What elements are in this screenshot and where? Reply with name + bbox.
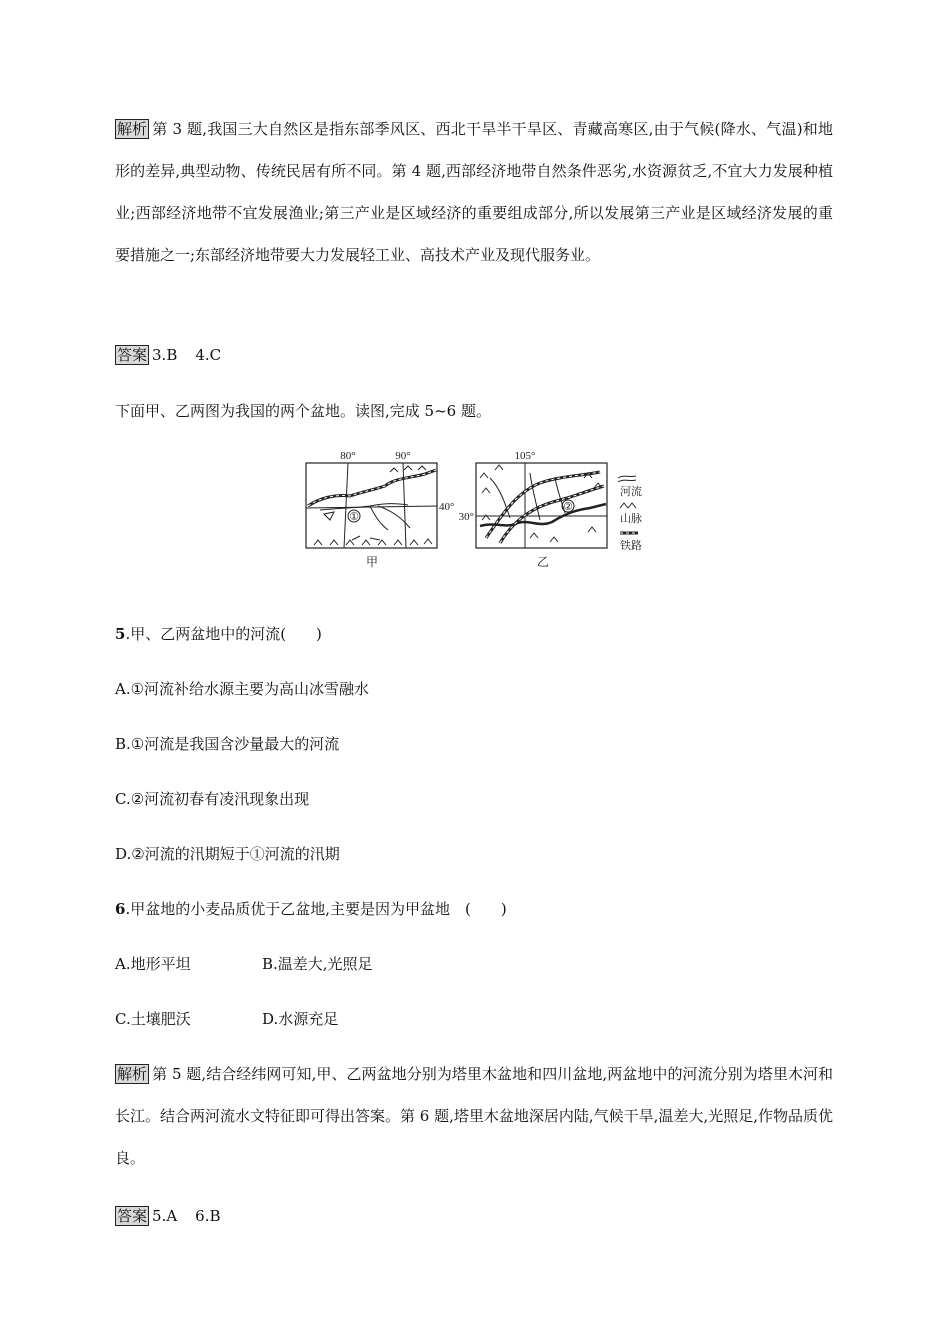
- q6-option-a: A.地形平坦: [115, 955, 191, 973]
- question-5-number: 5: [115, 625, 126, 643]
- q5-option-c: C.②河流初春有凌汛现象出现: [115, 790, 310, 808]
- question-6-text: .甲盆地的小麦品质优于乙盆地,主要是因为甲盆地 ( ): [125, 900, 507, 918]
- q6-options-row-1: [115, 954, 515, 974]
- answer-5-6: [115, 1206, 221, 1226]
- analysis-text: 第 3 题,我国三大自然区是指东部季风区、西北干旱半干旱区、青藏高寒区,由于气候(降水、气温)和地形的差异,典型动物、传统民居有所不同。第 4 题,西部经济地带自然条件恶劣,水资源贫乏,不宜大力发展种植业;西部经济地带不宜发展渔业;第三产业是区域经济的重要组成部分,所以发展第三产业是区域经济发展的重要措施之一;东部经济地带要大力发展轻工业、高技术产业及现代服务业。: [115, 120, 833, 264]
- answer-4: 4.C: [195, 346, 222, 364]
- lat-30: 30°: [458, 511, 474, 523]
- q6-option-c: C.土壤肥沃: [115, 1010, 191, 1028]
- answer-3-4: [115, 345, 221, 365]
- basin-maps-figure: [300, 448, 652, 574]
- question-intro: 下面甲、乙两图为我国的两个盆地。读图,完成 5~6 题。: [115, 402, 491, 420]
- caption-yi: 乙: [536, 555, 550, 569]
- river-legend-icon: [618, 476, 636, 482]
- q5-option-d: D.②河流的汛期短于①河流的汛期: [115, 845, 340, 863]
- lat-40: 40°: [439, 501, 455, 513]
- answer-tag-2: 答案: [117, 1207, 148, 1225]
- legend-mountain: 山脉: [620, 513, 642, 525]
- lon-90: 90°: [395, 450, 411, 462]
- map-yi: [459, 450, 607, 569]
- question-6-number: 6: [115, 900, 126, 918]
- q5-option-b: B.①河流是我国含沙量最大的河流: [115, 735, 340, 753]
- lon-80: 80°: [340, 450, 356, 462]
- q5-option-a: A.①河流补给水源主要为高山冰雪融水: [115, 680, 370, 698]
- answer-tag: 答案: [117, 346, 148, 364]
- q6-option-d: D.水源充足: [262, 1010, 339, 1028]
- legend-railway: 铁路: [620, 540, 642, 552]
- map-jia: [306, 450, 454, 569]
- answer-3: 3.B: [152, 346, 178, 364]
- question-5-text: .甲、乙两盆地中的河流( ): [125, 625, 322, 643]
- analysis-tag-2: 解析: [117, 1065, 148, 1083]
- question-6-stem: [115, 899, 507, 919]
- q6-option-b: B.温差大,光照足: [262, 955, 373, 973]
- question-5-stem: [115, 624, 322, 644]
- marker-1: ①: [349, 510, 359, 523]
- answer-6: 6.B: [195, 1207, 221, 1225]
- analysis-3-4: [115, 108, 833, 276]
- caption-jia: 甲: [365, 555, 379, 569]
- analysis-text-2: 第 5 题,结合经纬网可知,甲、乙两盆地分别为塔里木盆地和四川盆地,两盆地中的河流分别为塔里木河和长江。结合两河流水文特征即可得出答案。第 6 题,塔里木盆地深居内陆,气候干旱,温差大,光照足,作物品质优良。: [115, 1065, 833, 1167]
- mountain-legend-icon: [620, 503, 636, 508]
- lon-105: 105°: [514, 450, 536, 462]
- marker-2: ②: [563, 500, 573, 513]
- answer-5: 5.A: [152, 1207, 178, 1225]
- analysis-5-6: [115, 1053, 833, 1179]
- analysis-tag: 解析: [117, 120, 148, 138]
- legend-river: 河流: [620, 486, 642, 498]
- legend: [618, 476, 642, 552]
- q6-options-row-2: [115, 1009, 515, 1029]
